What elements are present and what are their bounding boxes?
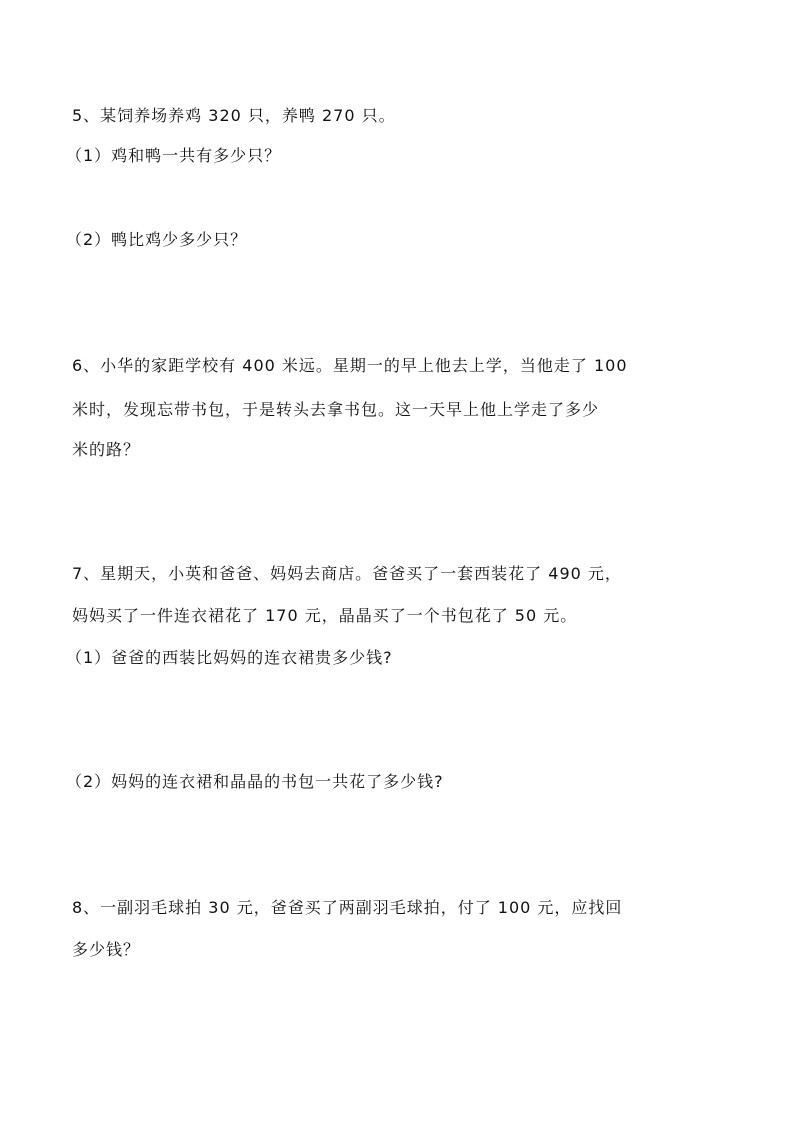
problem-7-text-line-2: 妈妈买了一件连衣裙花了 170 元，晶晶买了一个书包花了 50 元。 [72, 606, 578, 625]
problem-7-text-line-1: 7、星期天，小英和爸爸、妈妈去商店。爸爸买了一套西装花了 490 元， [72, 564, 622, 583]
problem-5-text: 5、某饲养场养鸡 320 只，养鸭 270 只。 [72, 106, 396, 125]
problem-5-question-1: （1）鸡和鸭一共有多少只？ [66, 146, 282, 165]
problem-5-question-2: （2）鸭比鸡少多少只？ [66, 230, 248, 249]
problem-7-question-1: （1）爸爸的西装比妈妈的连衣裙贵多少钱? [66, 648, 393, 667]
problem-6-text-line-2: 米时，发现忘带书包，于是转头去拿书包。这一天早上他上学走了多少 [72, 400, 600, 419]
problem-6-text-line-3: 米的路？ [72, 440, 141, 459]
problem-6-text-line-1: 6、小华的家距学校有 400 米远。星期一的早上他去上学，当他走了 100 [72, 356, 628, 375]
problem-8-text-line-1: 8、一副羽毛球拍 30 元，爸爸买了两副羽毛球拍，付了 100 元，应找回 [72, 898, 623, 917]
problem-8-text-line-2: 多少钱？ [72, 940, 141, 959]
problem-7-question-2: （2）妈妈的连衣裙和晶晶的书包一共花了多少钱? [66, 772, 444, 791]
